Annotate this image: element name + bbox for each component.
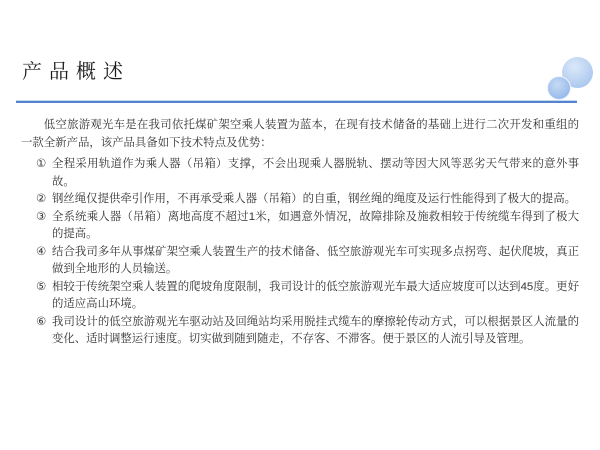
feature-number: ③: [36, 210, 47, 223]
feature-list-item: [21, 279, 579, 314]
feature-text: 我司设计的低空旅游观光车驱动站及回绳站均采用脱挂式缆车的摩擦轮传动方式，可以根据景区人流量的变化、适时调整运行速度。切实做到随到随走，不存客、不滞客。便于景区的人流引导及管理。: [52, 315, 579, 345]
feature-list-item: [21, 314, 579, 349]
feature-list: [21, 156, 579, 349]
decorative-circle-small: [547, 76, 571, 100]
feature-list-item: [21, 191, 579, 209]
feature-text: 结合我司多年从事煤矿架空乘人装置生产的技术储备、低空旅游观光车可实现多点拐弯、起伏爬坡，真正做到全地形的人员输送。: [52, 245, 579, 275]
body-text-block: [21, 117, 579, 349]
feature-text: 全系统乘人器（吊箱）离地高度不超过1米，如遇意外情况，故障排除及施救相较于传统缆车得到了极大的提高。: [52, 210, 579, 240]
feature-text: 钢丝绳仅提供牵引作用，不再承受乘人器（吊箱）的自重，钢丝绳的绳度及运行性能得到了极大的提高。: [52, 193, 576, 205]
feature-list-item: [21, 244, 579, 279]
feature-number: ⑥: [36, 315, 47, 328]
intro-paragraph: 低空旅游观光车是在我司依托煤矿架空乘人装置为蓝本，在现有技术储备的基础上进行二次开发和重组的一款全新产品，该产品具备如下技术特点及优势：: [21, 119, 579, 149]
title-underline-rule: [16, 100, 577, 103]
feature-list-item: [21, 209, 579, 244]
feature-number: ①: [36, 158, 47, 170]
feature-number: ④: [36, 245, 47, 258]
feature-list-item: [21, 156, 579, 191]
feature-number: ②: [36, 193, 47, 205]
feature-number: ⑤: [36, 280, 47, 293]
feature-text: 相较于传统架空乘人装置的爬坡角度限制，我司设计的低空旅游观光车最大适应坡度可以达到45度。更好的适应高山环境。: [52, 280, 579, 310]
feature-text: 全程采用轨道作为乘人器（吊箱）支撑，不会出现乘人器脱轨、摆动等因大风等恶劣天气带来的意外事故。: [52, 158, 579, 188]
page-title: 产品概述: [22, 61, 130, 83]
